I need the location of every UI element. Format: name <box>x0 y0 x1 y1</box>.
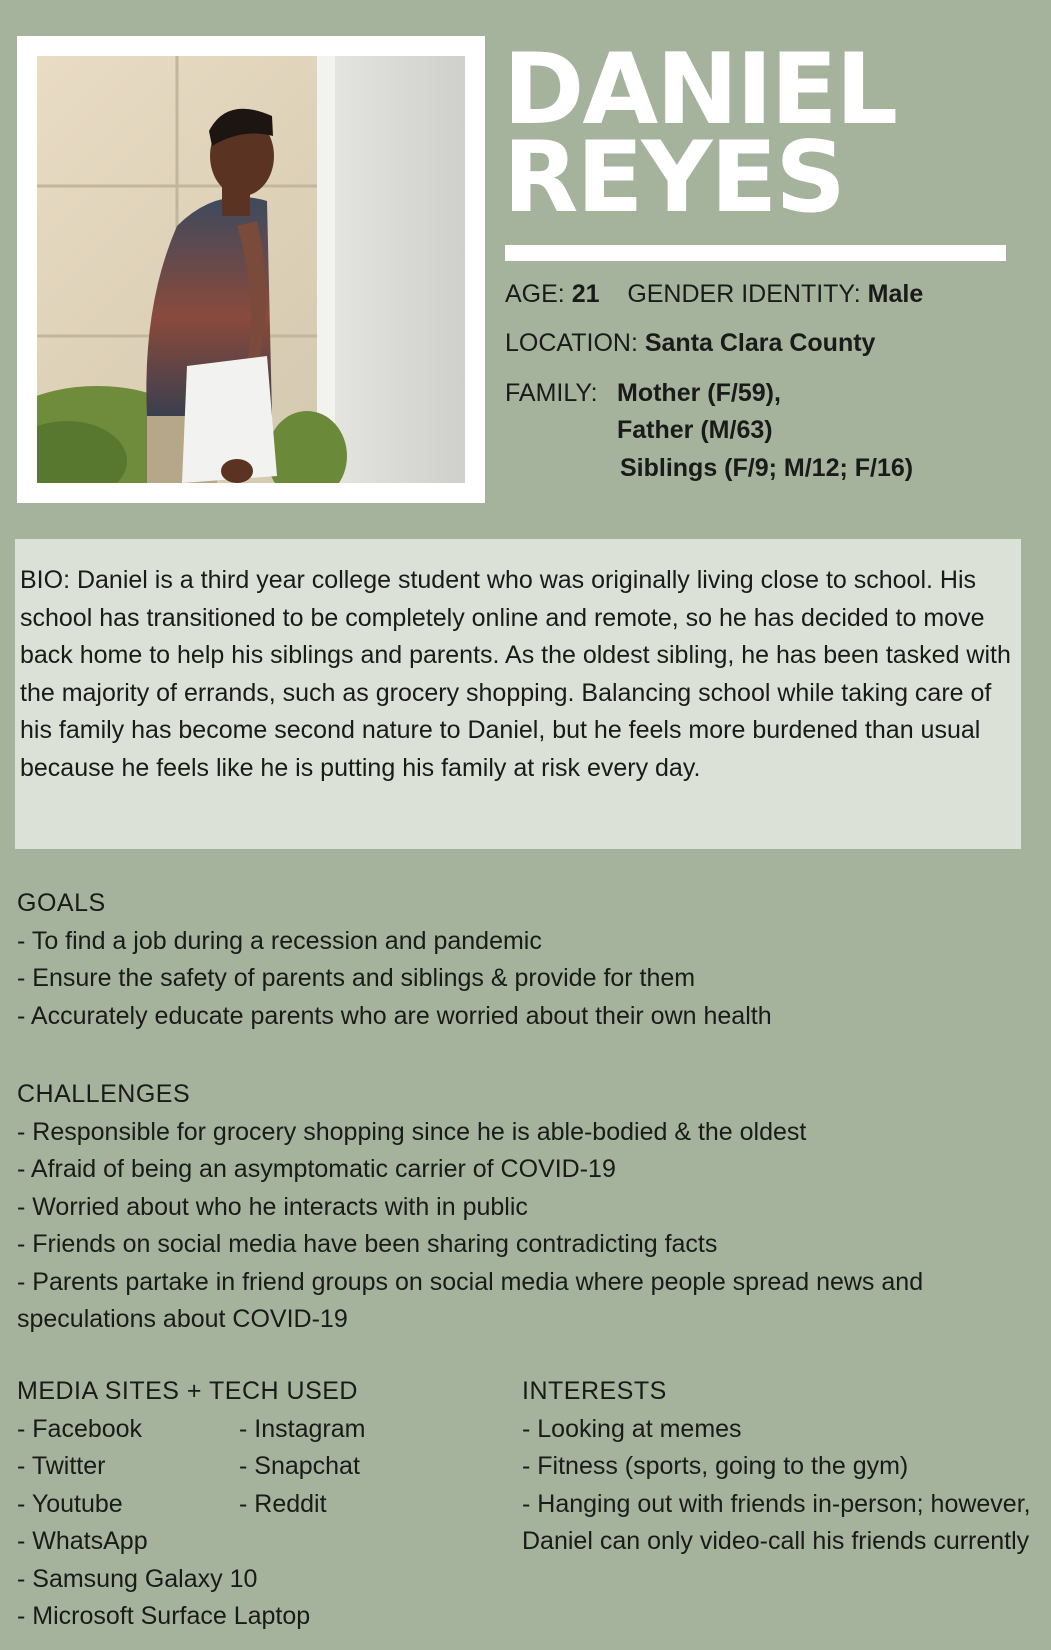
profile-photo-frame <box>17 36 485 503</box>
goals-title: GOALS <box>17 889 106 917</box>
media-title: MEDIA SITES + TECH USED <box>17 1377 358 1405</box>
list-item: - Facebook <box>17 1414 143 1443</box>
age-value: 21 <box>571 280 600 308</box>
goals-list <box>17 923 1027 1036</box>
list-item: - Friends on social media have been sharing contradicting facts <box>17 1230 718 1258</box>
list-item: - Snapchat <box>239 1452 360 1480</box>
media-list <box>17 1411 497 1524</box>
gender-label: GENDER IDENTITY: <box>627 280 861 308</box>
profile-photo <box>37 56 465 483</box>
interests-title: INTERESTS <box>522 1377 667 1405</box>
family-member: Siblings (F/9; M/12; F/16) <box>620 454 914 482</box>
name-divider <box>505 245 1006 261</box>
gender-value: Male <box>867 280 924 308</box>
challenges-section <box>17 1076 1007 1339</box>
list-item: - Instagram <box>239 1414 366 1443</box>
list-item: - Samsung Galaxy 10 <box>17 1564 258 1593</box>
list-item: - Hanging out with friends in-person; however, Daniel can only video-call his friends currently <box>522 1489 1031 1555</box>
challenges-title: CHALLENGES <box>17 1080 191 1108</box>
list-item: - Afraid of being an asymptomatic carrier of COVID-19 <box>17 1155 616 1183</box>
list-item: - Microsoft Surface Laptop <box>17 1602 311 1630</box>
interests-section <box>522 1373 1032 1561</box>
list-item: - Responsible for grocery shopping since he is able-bodied & the oldest <box>17 1117 807 1146</box>
list-item: - Looking at memes <box>522 1414 742 1443</box>
list-item: - Twitter <box>17 1452 106 1480</box>
family-member: Father (M/63) <box>617 416 773 444</box>
persona-last-name: REYES <box>503 121 844 235</box>
persona-first-name: DANIEL <box>503 33 897 147</box>
interests-list <box>522 1411 1032 1561</box>
location-label: LOCATION: <box>505 329 638 357</box>
bio-panel <box>15 539 1021 849</box>
list-item: - Accurately educate parents who are worried about their own health <box>17 1001 772 1030</box>
challenges-list <box>17 1114 1007 1339</box>
goals-section <box>17 885 1027 1035</box>
persona-name <box>503 33 897 235</box>
tech-list <box>17 1523 497 1636</box>
family-member: Mother (F/59), <box>617 379 781 407</box>
list-item: - WhatsApp <box>17 1527 148 1555</box>
bio-text: BIO: Daniel is a third year college student who was originally living close to school. His school has transitioned to be completely online and remote, so he has decided to move back home to help his siblings and parents. As the oldest sibling, he has been tasked with the majority of errands, such as grocery shopping. Balancing school while taking care of his family has become second nature to Daniel, but he feels more burdened than usual because he feels like he is putting his family at risk every day. <box>20 566 1011 782</box>
list-item: - Ensure the safety of parents and siblings & provide for them <box>17 964 696 992</box>
location-value: Santa Clara County <box>644 329 876 357</box>
location-row <box>505 329 875 358</box>
list-item: - Fitness (sports, going to the gym) <box>522 1452 909 1480</box>
list-item: - Worried about who he interacts with in public <box>17 1192 528 1221</box>
age-label: AGE: <box>505 280 565 308</box>
family-label: FAMILY: <box>505 379 598 407</box>
list-item: - Youtube <box>17 1489 123 1518</box>
media-section <box>17 1373 497 1636</box>
list-item: - Parents partake in friend groups on social media where people spread news and speculations about COVID-19 <box>17 1267 924 1333</box>
list-item: - Reddit <box>239 1489 327 1518</box>
age-gender-row <box>505 280 923 309</box>
photo-illustration <box>37 56 465 483</box>
list-item: - To find a job during a recession and pandemic <box>17 926 542 955</box>
